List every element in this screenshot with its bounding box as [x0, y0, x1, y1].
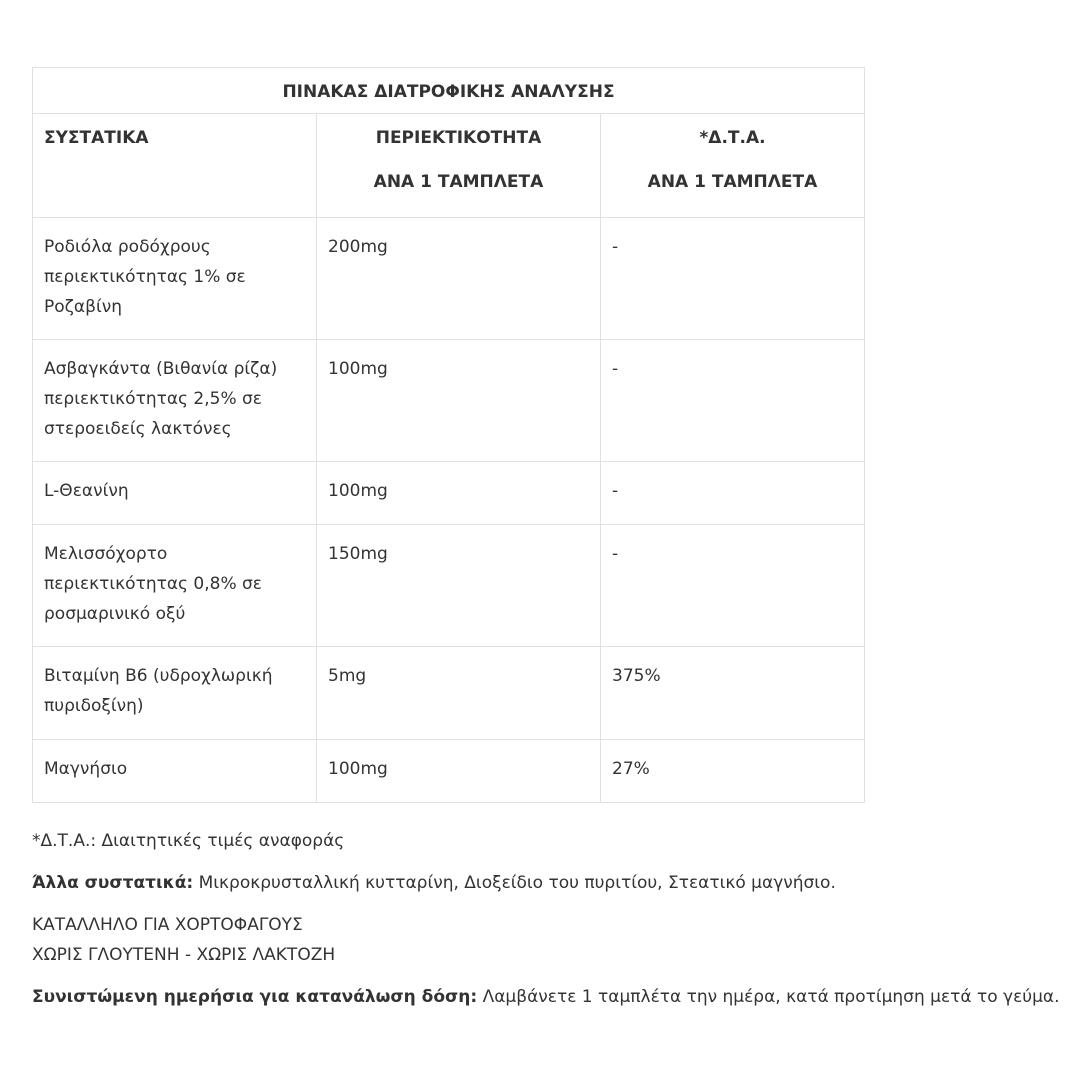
other-ingredients-text: Μικροκρυσταλλική κυτταρίνη, Διοξείδιο του πυριτίου, Στεατικό μαγνήσιο.	[193, 873, 836, 893]
table-row	[33, 218, 865, 340]
amount-cell: 100mg	[317, 740, 601, 803]
table-header-row	[33, 114, 865, 218]
other-ingredients	[32, 868, 1062, 898]
notes-section	[32, 826, 1062, 1012]
rda-cell: -	[601, 340, 865, 462]
rda-cell: 375%	[601, 647, 865, 740]
amount-cell: 100mg	[317, 340, 601, 462]
header-ingredients-label: ΣΥΣΤΑΤΙΚΑ	[44, 128, 149, 148]
table-row	[33, 647, 865, 740]
ingredient-cell: Βιταμίνη Β6 (υδροχλωρική πυριδοξίνη)	[33, 647, 317, 740]
header-content-line2: ΑΝΑ 1 ΤΑΜΠΛΕΤΑ	[373, 172, 544, 192]
nutrition-table	[32, 67, 865, 803]
header-rda	[601, 114, 865, 218]
dose-label: Συνιστώμενη ημερήσια για κατανάλωση δόση:	[32, 987, 478, 1007]
header-rda-line1: *Δ.Τ.Α.	[699, 128, 766, 148]
table-title-row	[33, 68, 865, 114]
dose-text: Λαμβάνετε 1 ταμπλέτα την ημέρα, κατά προτίμηση μετά το γεύμα.	[477, 987, 1060, 1007]
rda-cell: -	[601, 525, 865, 647]
table-title: ΠΙΝΑΚΑΣ ΔΙΑΤΡΟΦΙΚΗΣ ΑΝΑΛΥΣΗΣ	[33, 68, 865, 114]
table-row	[33, 740, 865, 803]
header-content	[317, 114, 601, 218]
amount-cell: 150mg	[317, 525, 601, 647]
header-content-line1: ΠΕΡΙΕΚΤΙΚΟΤΗΤΑ	[375, 128, 542, 148]
ingredient-cell: Ασβαγκάντα (Βιθανία ρίζα) περιεκτικότητας 2,5% σε στεροειδείς λακτόνες	[33, 340, 317, 462]
amount-cell: 100mg	[317, 462, 601, 525]
rda-cell: -	[601, 218, 865, 340]
header-ingredients	[33, 114, 317, 218]
ingredient-cell: L-Θεανίνη	[33, 462, 317, 525]
amount-cell: 5mg	[317, 647, 601, 740]
table-row	[33, 462, 865, 525]
vegetarian-note: ΚΑΤΑΛΛΗΛΟ ΓΙΑ ΧΟΡΤΟΦΑΓΟΥΣ	[32, 915, 303, 935]
header-rda-line2: ΑΝΑ 1 ΤΑΜΠΛΕΤΑ	[647, 172, 818, 192]
table-row	[33, 525, 865, 647]
other-ingredients-label: Άλλα συστατικά:	[32, 873, 194, 893]
ingredient-cell: Ροδιόλα ροδόχρους περιεκτικότητας 1% σε Ροζαβίνη	[33, 218, 317, 340]
rda-cell: -	[601, 462, 865, 525]
ingredient-cell: Μελισσόχορτο περιεκτικότητας 0,8% σε ροσμαρινικό οξύ	[33, 525, 317, 647]
ingredient-cell: Μαγνήσιο	[33, 740, 317, 803]
dose-note	[32, 982, 1062, 1012]
rda-cell: 27%	[601, 740, 865, 803]
amount-cell: 200mg	[317, 218, 601, 340]
rda-footnote: *Δ.Τ.Α.: Διαιτητικές τιμές αναφοράς	[32, 831, 345, 851]
free-from-note: ΧΩΡΙΣ ΓΛΟΥΤΕΝΗ - ΧΩΡΙΣ ΛΑΚΤΟΖΗ	[32, 945, 336, 965]
table-row	[33, 340, 865, 462]
